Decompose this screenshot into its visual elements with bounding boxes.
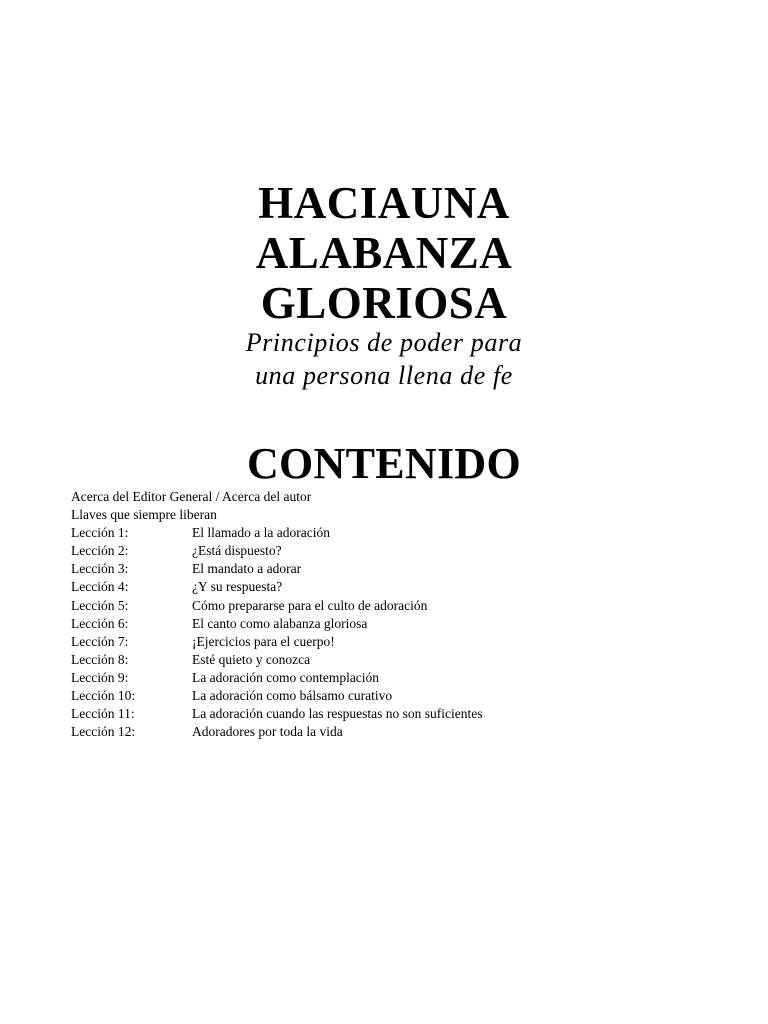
book-subtitle bbox=[0, 326, 768, 392]
toc-lesson-row bbox=[71, 524, 751, 542]
toc-lesson-title: La adoración como bálsamo curativo bbox=[192, 688, 393, 704]
book-subtitle-line-2: una persona llena de fe bbox=[255, 361, 513, 390]
toc-lesson-row bbox=[71, 669, 751, 687]
book-subtitle-line-1: Principios de poder para bbox=[245, 328, 523, 357]
toc-lesson-label: Lección 2: bbox=[71, 543, 129, 559]
toc-lesson-label: Lección 6: bbox=[71, 615, 129, 631]
toc-lesson-label: Lección 3: bbox=[71, 561, 129, 577]
toc-lesson-row bbox=[71, 615, 751, 633]
toc-lesson-label: Lección 12: bbox=[71, 724, 136, 740]
toc-lesson-title: Cómo prepararse para el culto de adoración bbox=[192, 597, 428, 613]
book-title-line-3: GLORIOSA bbox=[260, 278, 508, 328]
contents-heading: CONTENIDO bbox=[246, 439, 522, 488]
toc-intro-item bbox=[71, 506, 751, 524]
toc-lesson-title: Adoradores por toda la vida bbox=[192, 724, 343, 740]
table-of-contents bbox=[71, 488, 751, 741]
toc-lesson-label: Lección 7: bbox=[71, 633, 129, 649]
toc-lesson-row bbox=[71, 633, 751, 651]
book-title-line-1: HACIAUNA bbox=[258, 178, 510, 228]
toc-lesson-row bbox=[71, 723, 751, 741]
toc-lesson-label: Lección 11: bbox=[71, 706, 135, 722]
book-title-line-2: ALABANZA bbox=[255, 228, 513, 278]
toc-lesson-label: Lección 9: bbox=[71, 669, 129, 685]
toc-lesson-title: La adoración como contemplación bbox=[192, 669, 380, 685]
toc-lesson-row bbox=[71, 560, 751, 578]
toc-lesson-row bbox=[71, 651, 751, 669]
book-title bbox=[0, 178, 768, 328]
toc-lesson-title: El mandato a adorar bbox=[192, 561, 302, 577]
toc-intro-text: Acerca del Editor General / Acerca del autor bbox=[71, 489, 312, 504]
toc-lesson-row bbox=[71, 597, 751, 615]
toc-intro-item bbox=[71, 488, 751, 506]
toc-lesson-title: ¡Ejercicios para el cuerpo! bbox=[192, 633, 335, 649]
toc-lesson-row bbox=[71, 687, 751, 705]
toc-lesson-label: Lección 4: bbox=[71, 579, 129, 595]
toc-lesson-title: El canto como alabanza gloriosa bbox=[192, 615, 368, 631]
toc-lesson-title: La adoración cuando las respuestas no son suficientes bbox=[192, 706, 483, 722]
toc-lesson-label: Lección 5: bbox=[71, 597, 129, 613]
toc-lesson-row bbox=[71, 542, 751, 560]
toc-lesson-title: ¿Y su respuesta? bbox=[192, 579, 283, 595]
toc-lesson-row bbox=[71, 578, 751, 596]
toc-lesson-title: El llamado a la adoración bbox=[192, 525, 330, 541]
toc-lesson-label: Lección 10: bbox=[71, 688, 136, 704]
toc-lesson-row bbox=[71, 705, 751, 723]
toc-intro-text: Llaves que siempre liberan bbox=[71, 507, 217, 523]
toc-lesson-title: ¿Está dispuesto? bbox=[192, 543, 282, 559]
toc-lesson-label: Lección 1: bbox=[71, 525, 129, 541]
toc-lesson-label: Lección 8: bbox=[71, 651, 129, 667]
toc-lesson-title: Esté quieto y conozca bbox=[192, 651, 311, 667]
